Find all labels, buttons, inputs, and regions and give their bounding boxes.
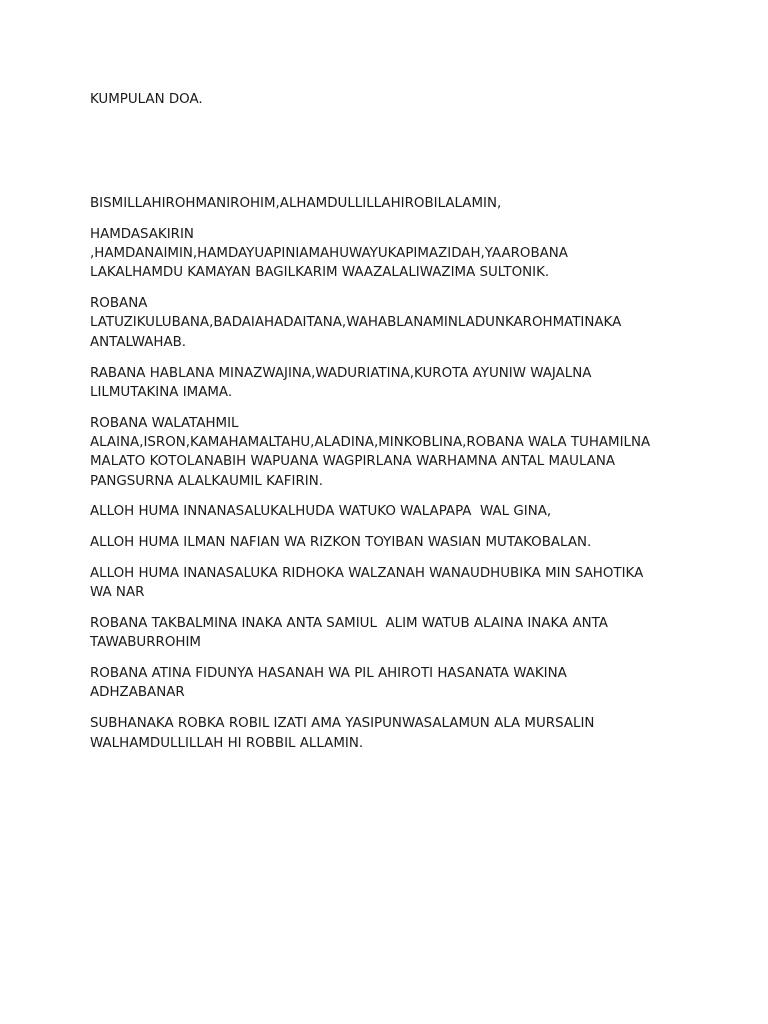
prayer-paragraph <box>90 194 680 213</box>
prayer-line: ROBANA ATINA FIDUNYA HASANAH WA PIL AHIROTI HASANATA WAKINA <box>90 666 567 682</box>
document-title: KUMPULAN DOA. <box>90 92 203 107</box>
prayer-line: ALAINA,ISRON,KAMAHAMALTAHU,ALADINA,MINKOBLINA,ROBANA WALA TUHAMILNA <box>90 434 651 450</box>
prayer-line: ADHZABANAR <box>90 685 185 701</box>
prayer-line: BISMILLAHIROHMANIROHIM,ALHAMDULLILLAHIROBILALAMIN, <box>90 196 502 211</box>
prayer-line: ANTALWAHAB. <box>90 334 187 350</box>
prayer-line: ,HAMDANAIMIN,HAMDAYUAPINIAMAHUWAYUKAPIMAZIDAH,YAAROBANA <box>90 246 568 262</box>
prayer-line: ROBANA <box>90 296 148 312</box>
prayer-line: ROBANA TAKBALMINA INAKA ANTA SAMIUL ALIM WATUB ALAINA INAKA ANTA <box>90 616 608 632</box>
prayer-list <box>90 194 680 753</box>
prayer-paragraph <box>90 364 680 403</box>
prayer-paragraph <box>90 564 680 603</box>
prayer-line: ALLOH HUMA ILMAN NAFIAN WA RIZKON TOYIBAN WASIAN MUTAKOBALAN. <box>90 535 592 551</box>
prayer-line: ALLOH HUMA INANASALUKA RIDHOKA WALZANAH WANAUDHUBIKA MIN SAHOTIKA <box>90 565 644 581</box>
prayer-line: PANGSURNA ALALKAUMIL KAFIRIN. <box>90 473 323 489</box>
prayer-line: LILMUTAKINA IMAMA. <box>90 384 233 400</box>
prayer-line: RABANA HABLANA MINAZWAJINA,WADURIATINA,KUROTA AYUNIW WAJALNA <box>90 365 592 381</box>
prayer-line: ALLOH HUMA INNANASALUKALHUDA WATUKO WALAPAPA WAL GINA, <box>90 504 552 520</box>
prayer-paragraph <box>90 414 680 491</box>
prayer-line: WALHAMDULLILLAH HI ROBBIL ALLAMIN. <box>90 735 364 751</box>
prayer-paragraph <box>90 614 680 653</box>
prayer-paragraph <box>90 225 680 283</box>
prayer-paragraph <box>90 294 680 352</box>
prayer-paragraph <box>90 664 680 703</box>
prayer-line: LATUZIKULUBANA,BADAIAHADAITANA,WAHABLANAMINLADUNKAROHMATINAKA <box>90 315 622 331</box>
prayer-line: HAMDASAKIRIN <box>90 226 194 242</box>
prayer-line: SUBHANAKA ROBKA ROBIL IZATI AMA YASIPUNWASALAMUN ALA MURSALIN <box>90 716 595 732</box>
prayer-line: ROBANA WALATAHMIL <box>90 415 239 431</box>
prayer-line: LAKALHAMDU KAMAYAN BAGILKARIM WAAZALALIWAZIMA SULTONIK. <box>90 265 550 281</box>
prayer-line: WA NAR <box>90 585 145 601</box>
prayer-paragraph <box>90 502 680 521</box>
document-page <box>90 90 680 764</box>
prayer-line: MALATO KOTOLANABIH WAPUANA WAGPIRLANA WARHAMNA ANTAL MAULANA <box>90 454 616 470</box>
prayer-line: TAWABURROHIM <box>90 635 201 651</box>
prayer-paragraph <box>90 533 680 552</box>
prayer-paragraph <box>90 714 680 753</box>
